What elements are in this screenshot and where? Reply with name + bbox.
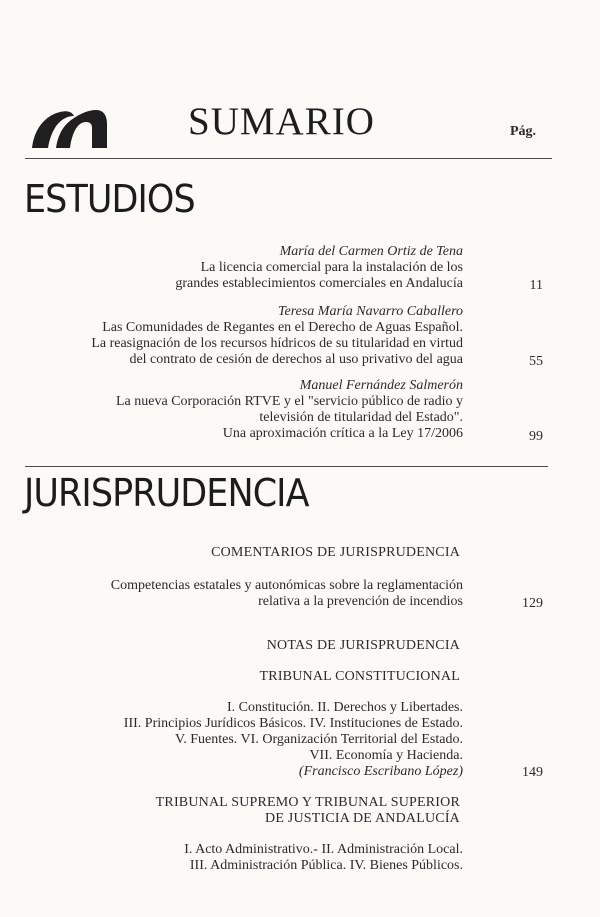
journal-logo-icon <box>30 100 108 150</box>
entry-title-line: La nueva Corporación RTVE y el "servicio público de radio y <box>116 394 463 409</box>
entry-page-number: 55 <box>529 354 543 369</box>
entry-title-line: Las Comunidades de Regantes en el Derecho de Aguas Español. <box>102 320 463 335</box>
page-column-label: Pág. <box>510 124 537 139</box>
subheading-notas: NOTAS DE JURISPRUDENCIA <box>266 638 460 653</box>
subheading-tribunal-supremo-2: DE JUSTICIA DE ANDALUCÍA <box>265 811 460 826</box>
entry-title-line: La reasignación de los recursos hídricos de su titularidad en virtud <box>91 336 463 351</box>
comentario-page-number: 129 <box>522 596 543 611</box>
entry-author: Manuel Fernández Salmerón <box>299 378 463 393</box>
entry-page-number: 99 <box>529 429 543 444</box>
ts-topic-line: III. Administración Pública. IV. Bienes Públicos. <box>189 858 463 873</box>
page-title: SUMARIO <box>188 100 375 143</box>
tc-author: (Francisco Escribano López) <box>298 764 463 779</box>
entry-author: María del Carmen Ortiz de Tena <box>279 244 463 259</box>
tc-page-number: 149 <box>522 765 543 780</box>
tc-topic-line: III. Principios Jurídicos Básicos. IV. Instituciones de Estado. <box>123 716 463 731</box>
section-heading-jurisprudencia: JURISPRUDENCIA <box>24 471 309 515</box>
tc-topic-line: VII. Economía y Hacienda. <box>309 748 463 763</box>
comentario-title-line: relativa a la prevención de incendios <box>258 594 463 609</box>
tc-topic-line: I. Constitución. II. Derechos y Libertades. <box>227 700 463 715</box>
comentario-title-line: Competencias estatales y autonómicas sobre la reglamentación <box>110 578 463 593</box>
entry-author: Teresa María Navarro Caballero <box>278 304 463 319</box>
section-heading-estudios: ESTUDIOS <box>24 177 195 221</box>
subheading-comentarios: COMENTARIOS DE JURISPRUDENCIA <box>211 545 460 560</box>
entry-title-line: La licencia comercial para la instalación de los <box>200 260 463 275</box>
entry-title-line: del contrato de cesión de derechos al uso privativo del agua <box>129 352 463 367</box>
section-rule <box>25 466 548 467</box>
entry-title-line: Una aproximación crítica a la Ley 17/2006 <box>222 426 463 441</box>
ts-topic-line: I. Acto Administrativo.- II. Administración Local. <box>184 842 463 857</box>
entry-title-line: grandes establecimientos comerciales en Andalucía <box>175 276 463 291</box>
subheading-tribunal-constitucional: TRIBUNAL CONSTITUCIONAL <box>259 669 460 684</box>
entry-page-number: 11 <box>529 278 543 293</box>
header-rule <box>25 158 552 159</box>
tc-topic-line: V. Fuentes. VI. Organización Territorial del Estado. <box>174 732 463 747</box>
subheading-tribunal-supremo-1: TRIBUNAL SUPREMO Y TRIBUNAL SUPERIOR <box>155 795 460 810</box>
entry-title-line: televisión de titularidad del Estado". <box>259 410 463 425</box>
